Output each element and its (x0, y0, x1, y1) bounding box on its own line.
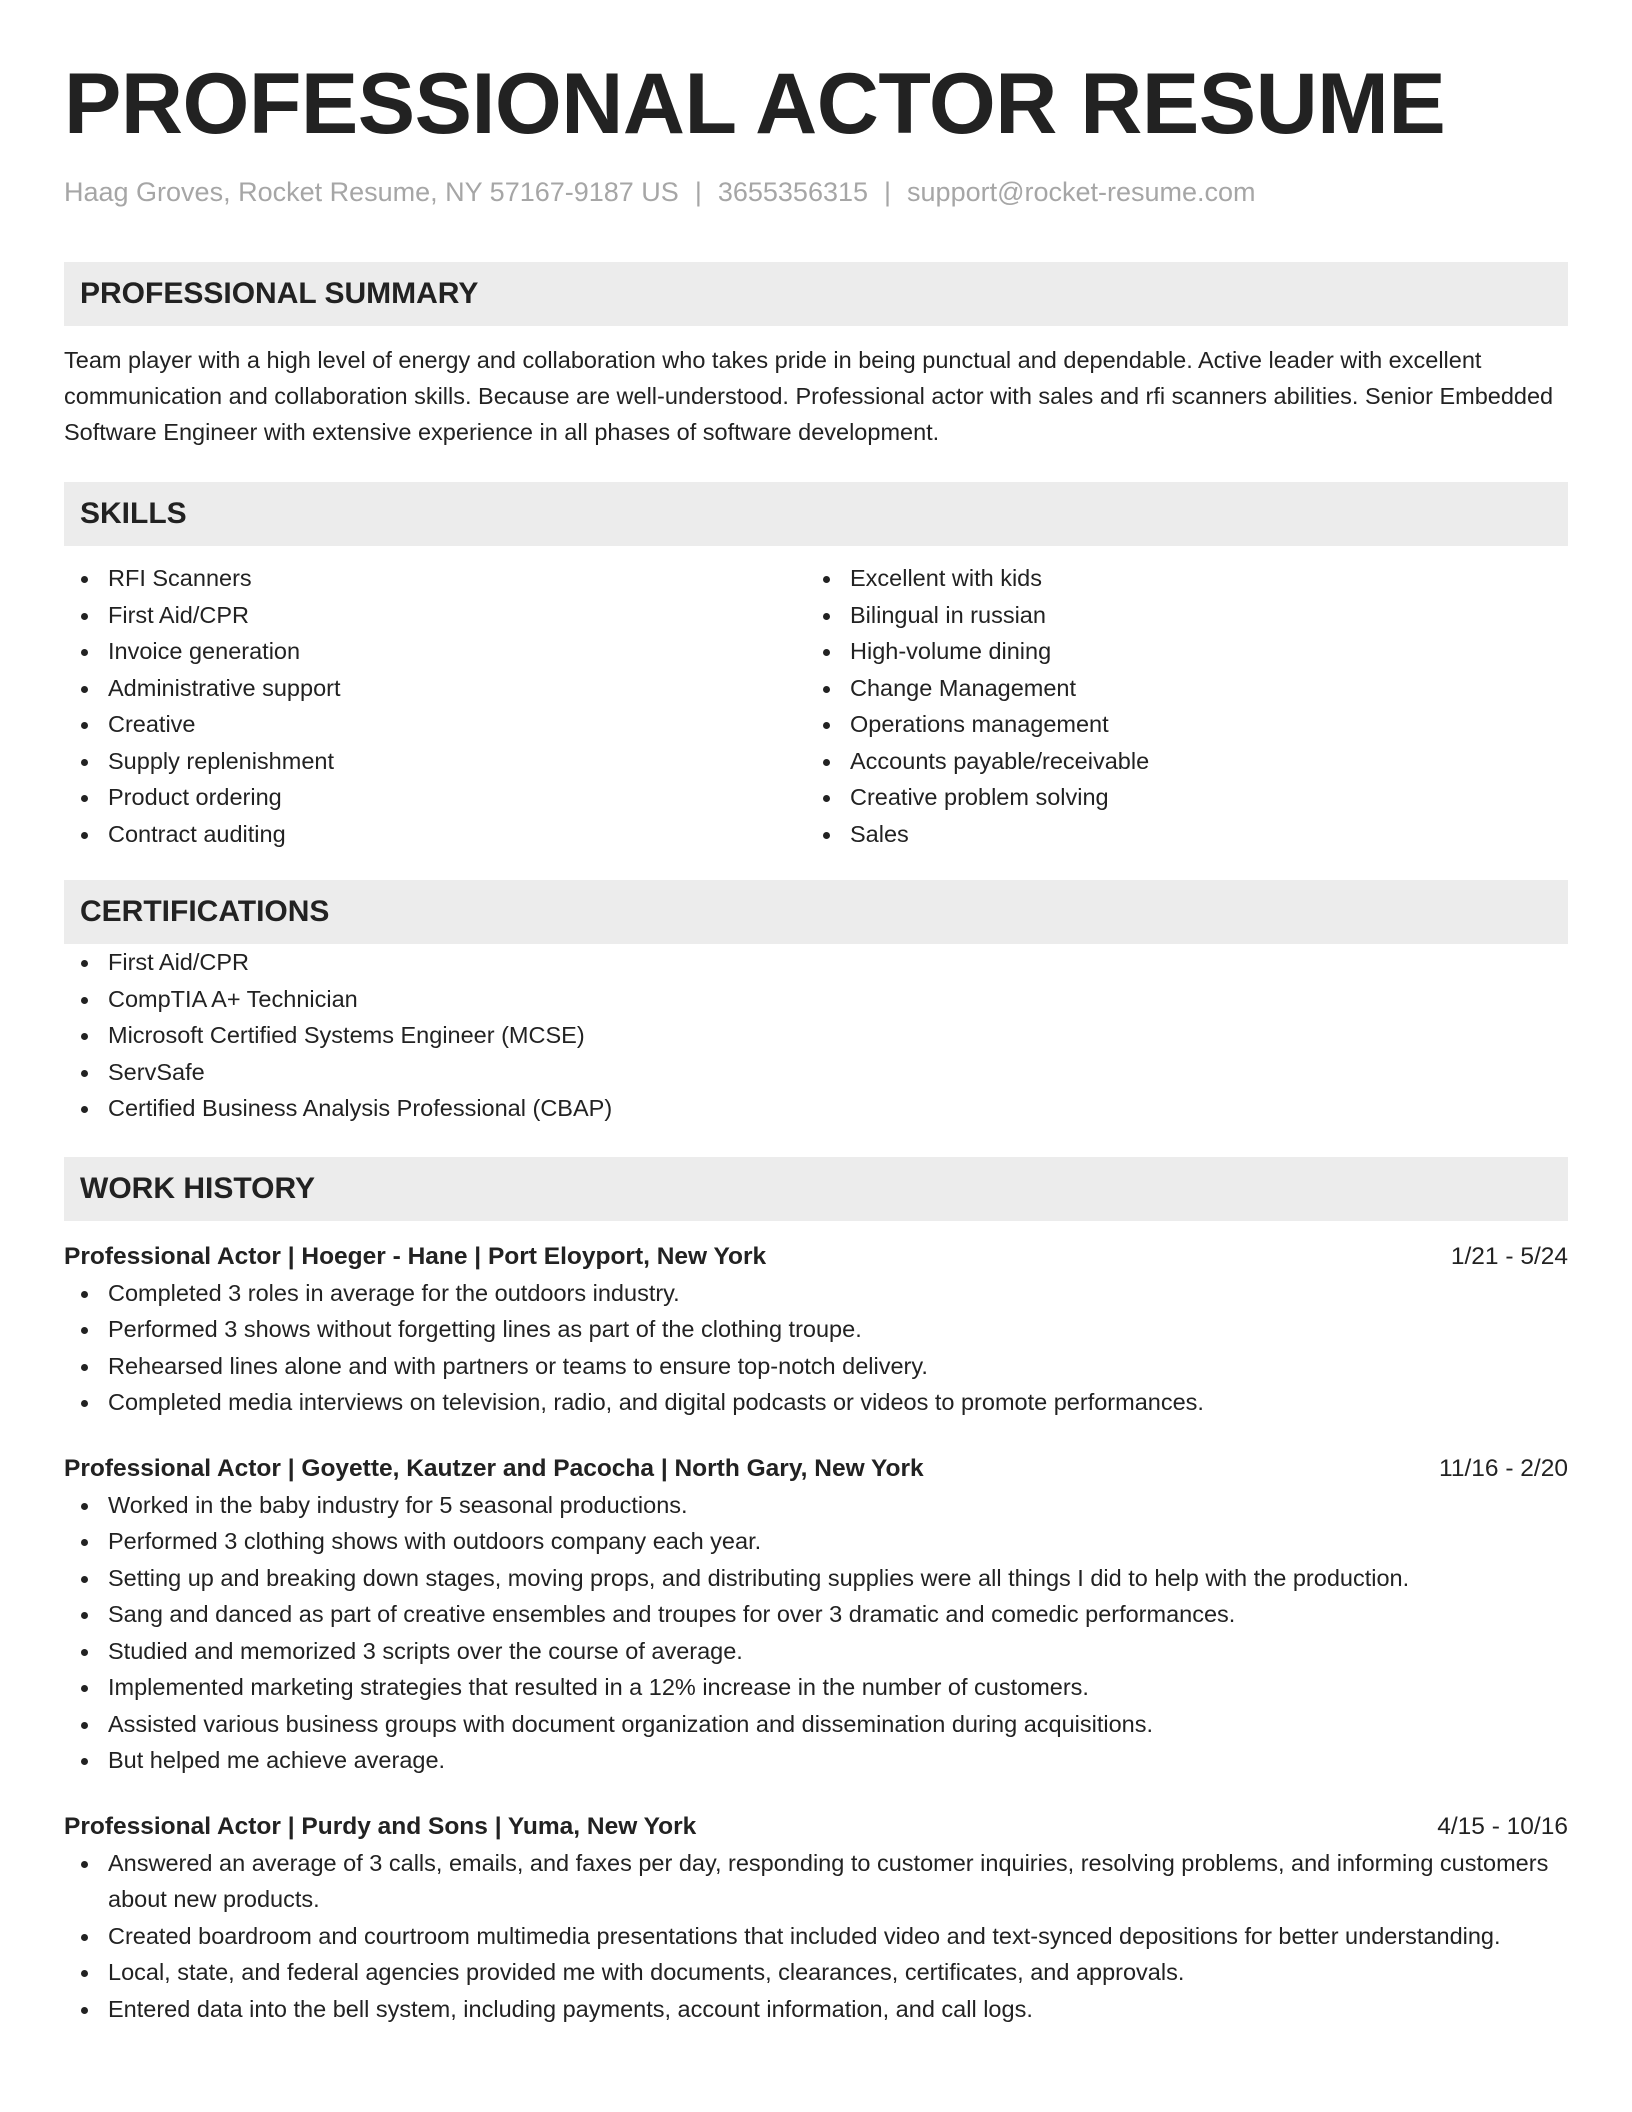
certifications-list (64, 944, 1568, 1127)
certification-item: ServSafe (64, 1054, 1568, 1091)
skills-column-left (64, 560, 806, 852)
skill-item: Supply replenishment (64, 743, 806, 780)
skill-item: Sales (806, 816, 1548, 853)
certification-item: CompTIA A+ Technician (64, 981, 1568, 1018)
job-header (64, 1809, 1568, 1845)
contact-separator: | (884, 177, 892, 207)
job-entry (64, 1451, 1568, 1779)
certification-item: Microsoft Certified Systems Engineer (MCSE) (64, 1017, 1568, 1054)
job-bullet: Performed 3 shows without forgetting lines as part of the clothing troupe. (64, 1311, 1568, 1348)
section-header-certifications: CERTIFICATIONS (64, 880, 1568, 944)
job-bullet-list (64, 1275, 1568, 1421)
job-bullet: Worked in the baby industry for 5 seasonal productions. (64, 1487, 1568, 1524)
skill-item: RFI Scanners (64, 560, 806, 597)
job-entry (64, 1809, 1568, 2028)
skill-item: Change Management (806, 670, 1548, 707)
skill-item: Excellent with kids (806, 560, 1548, 597)
contact-address: Haag Groves, Rocket Resume, NY 57167-9187 US (64, 177, 679, 207)
job-bullet: But helped me achieve average. (64, 1742, 1568, 1779)
skill-item: Product ordering (64, 779, 806, 816)
job-bullet: Rehearsed lines alone and with partners or teams to ensure top-notch delivery. (64, 1348, 1568, 1385)
job-bullet: Completed 3 roles in average for the outdoors industry. (64, 1275, 1568, 1312)
skill-item: Administrative support (64, 670, 806, 707)
job-bullet-list (64, 1845, 1568, 2028)
skill-item: Accounts payable/receivable (806, 743, 1548, 780)
job-dates: 1/21 - 5/24 (1450, 1242, 1568, 1270)
skills-grid (64, 560, 1568, 852)
job-title: Professional Actor | Goyette, Kautzer and Pacocha | North Gary, New York (64, 1454, 924, 1482)
job-bullet-list (64, 1487, 1568, 1779)
skill-item: Invoice generation (64, 633, 806, 670)
job-bullet: Answered an average of 3 calls, emails, and faxes per day, responding to customer inquiries, resolving problems, and informing customers about new products. (64, 1845, 1568, 1918)
job-bullet: Implemented marketing strategies that resulted in a 12% increase in the number of customers. (64, 1669, 1568, 1706)
job-bullet: Sang and danced as part of creative ensembles and troupes for over 3 dramatic and comedic performances. (64, 1596, 1568, 1633)
skill-item: Creative problem solving (806, 779, 1548, 816)
job-dates: 11/16 - 2/20 (1439, 1454, 1568, 1482)
certification-item: First Aid/CPR (64, 944, 1568, 981)
contact-line (64, 174, 1568, 210)
job-bullet: Assisted various business groups with document organization and dissemination during acquisitions. (64, 1706, 1568, 1743)
job-title: Professional Actor | Hoeger - Hane | Port Eloyport, New York (64, 1242, 767, 1270)
job-bullet: Completed media interviews on television, radio, and digital podcasts or videos to promote performances. (64, 1384, 1568, 1421)
contact-phone: 3655356315 (717, 177, 869, 207)
summary-paragraph: Team player with a high level of energy and collaboration who takes pride in being punctual and dependable. Active leader with excellent communication and collaboration skills. Because are well-understood. Professional actor with sales and rfi scanners abilities. Senior Embedded Software Engineer with extensive experience in all phases of software development. (64, 347, 1554, 445)
skill-item: High-volume dining (806, 633, 1548, 670)
job-bullet: Setting up and breaking down stages, moving props, and distributing supplies were all things I did to help with the production. (64, 1560, 1568, 1597)
job-bullet: Entered data into the bell system, including payments, account information, and call logs. (64, 1991, 1568, 2028)
contact-email: support@rocket-resume.com (907, 177, 1256, 207)
skill-item: First Aid/CPR (64, 597, 806, 634)
job-entry (64, 1239, 1568, 1421)
section-header-skills: SKILLS (64, 482, 1568, 546)
skill-item: Contract auditing (64, 816, 806, 853)
skill-item: Operations management (806, 706, 1548, 743)
job-bullet: Local, state, and federal agencies provided me with documents, clearances, certificates, and approvals. (64, 1954, 1568, 1991)
skills-column-right (806, 560, 1548, 852)
certification-item: Certified Business Analysis Professional (CBAP) (64, 1090, 1568, 1127)
job-header (64, 1451, 1568, 1487)
section-header-work-history: WORK HISTORY (64, 1157, 1568, 1221)
skill-item: Bilingual in russian (806, 597, 1548, 634)
job-header (64, 1239, 1568, 1275)
section-header-summary: PROFESSIONAL SUMMARY (64, 262, 1568, 326)
skill-item: Creative (64, 706, 806, 743)
job-dates: 4/15 - 10/16 (1437, 1812, 1568, 1840)
resume-title: PROFESSIONAL ACTOR RESUME (64, 56, 1446, 152)
job-bullet: Performed 3 clothing shows with outdoors company each year. (64, 1523, 1568, 1560)
contact-separator: | (694, 177, 702, 207)
job-title: Professional Actor | Purdy and Sons | Yuma, New York (64, 1812, 697, 1840)
job-bullet: Studied and memorized 3 scripts over the course of average. (64, 1633, 1568, 1670)
job-bullet: Created boardroom and courtroom multimedia presentations that included video and text-synced depositions for better understanding. (64, 1918, 1568, 1955)
